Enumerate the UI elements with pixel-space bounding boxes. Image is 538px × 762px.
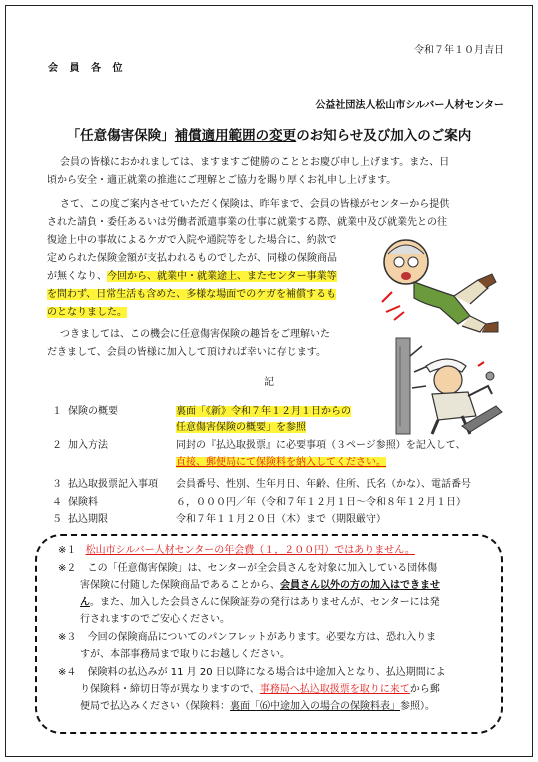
note-text: 参照）。	[400, 701, 435, 712]
note-line	[58, 667, 446, 679]
body-line	[47, 289, 336, 301]
note-mark: ※３	[58, 632, 77, 643]
item-label: 払込期限	[68, 514, 108, 525]
note-line: 行されますのでご安心ください。	[80, 614, 230, 625]
title-part3: のお知らせ及び加入のご案内	[296, 128, 472, 144]
note-text: から郵	[409, 684, 440, 695]
note-line	[80, 684, 440, 696]
note-text: 保険料の払込みが 11 月 20 日以降になる場合は中途加入となり、払込期間によ	[87, 667, 446, 678]
item-number: ５	[52, 514, 62, 525]
red-underlined-text: 事務局へ払込取扱票を取りに来て	[259, 684, 410, 695]
underlined-text: 裏面「⑹中途加入の場合の保険料表」	[230, 701, 400, 712]
item-number: ３	[52, 479, 62, 490]
organization-name: 公益社団法人松山市シルバー人材センター	[315, 100, 504, 111]
note-text: 便局で払込みください（保険料：	[80, 701, 230, 712]
item-number: １	[52, 406, 62, 417]
document-title	[0, 124, 538, 144]
note-line	[80, 597, 440, 609]
note-line	[80, 701, 435, 713]
item-value	[176, 453, 386, 468]
note-line: すが、本部事務局まで取りにお越しください。	[80, 649, 290, 660]
issue-date: 令和７年１０月吉日	[414, 45, 504, 56]
note-text: 害保険に付随した保険商品であることから、	[80, 580, 280, 591]
note-mark: ※２	[58, 563, 77, 574]
title-part1: 「任意傷害保険」	[66, 128, 175, 144]
note-text: この「任意傷害保険」は、センターが全会員さんを対象に加入している団体傷	[87, 563, 438, 574]
body-text: が無くなり、	[47, 271, 107, 282]
bold-underlined-text: ん	[80, 597, 90, 608]
note-text: り保険料・締切日等が異なりますので、	[80, 684, 260, 695]
item-value: 令和７年１１月２０日（木）まで（期限厳守）	[176, 514, 386, 525]
body-line: だきまして、会員の皆様に加入して頂ければ幸いに存じます。	[47, 347, 326, 358]
highlighted-text: 裏面「《新》令和７年１２月１日からの	[176, 406, 351, 417]
item-value: 同封の『払込取扱票』に必要事項（３ページ参照）を記入して、	[176, 440, 466, 451]
item-label: 保険の概要	[68, 406, 118, 417]
highlighted-text: 今回から、就業中・就業途上、またセンター事業等	[107, 271, 337, 282]
highlighted-text: を問わず、日常生活も含めた、多様な場面でのケガを補償するも	[47, 289, 336, 300]
body-line: さて、この度ご案内させていただく保険は、昨年まで、会員の皆様がセンターから提供	[60, 199, 450, 210]
item-number: ４	[52, 497, 62, 508]
note-mark: ※４	[58, 667, 77, 678]
title-part2: 補償適用範囲の変更	[174, 128, 297, 144]
red-underlined-text: 松山市シルバー人材センターの年会費（１，２００円）ではありません。	[85, 545, 415, 556]
highlighted-text: のとなりました。	[47, 307, 127, 318]
body-line: 会員の皆様におかれましては、ますますご健勝のこととお慶び申し上げます。また、日	[60, 157, 450, 168]
note-line	[80, 580, 440, 592]
item-label: 保険料	[68, 497, 98, 508]
item-value: ６，０００円／年（令和７年１２月１日～令和８年１２月１日）	[176, 497, 466, 508]
item-value: 会員番号、性別、生年月日、年齢、住所、氏名（かな）、電話番号	[176, 479, 471, 490]
body-line: された請負・委任あるいは労働者派遣事業の仕事に就業する際、就業中及び就業先との往	[47, 217, 447, 228]
item-label: 加入方法	[68, 440, 108, 451]
item-value	[176, 418, 306, 433]
item-value	[176, 402, 351, 417]
elderly-man-falling-illustration	[374, 232, 500, 336]
note-line	[58, 632, 436, 644]
note-line	[58, 563, 437, 575]
note-line	[58, 545, 415, 557]
body-line: つきましては、この機会に任意傷害保険の趣旨をご理解いた	[60, 329, 330, 340]
bold-underlined-text: 会員さん以外の方の加入はできませ	[280, 580, 440, 591]
body-line	[47, 271, 337, 283]
highlighted-text: 任意傷害保険の概要」を参照	[176, 422, 306, 433]
body-line: 頃から安全・適正就業の推進にご理解とご協力を賜り厚くお礼申し上げます。	[47, 175, 397, 186]
note-text: 。また、加入した会員さんに保険証券の発行はありませんが、センターには発	[90, 597, 440, 608]
recipient: 会 員 各 位	[48, 63, 127, 74]
item-number: ２	[52, 440, 62, 451]
red-highlighted-text: 直接、郵便局にて保険料を納入してください。	[176, 457, 386, 468]
body-line: 定められた保険金額が支払われるものでしたが、同様の保険商品	[47, 253, 337, 264]
body-line	[47, 307, 127, 319]
note-mark: ※１	[58, 545, 77, 556]
note-text: 今回の保険商品についてのパンフレットがあります。必要な方は、恐れ入りま	[87, 632, 437, 643]
body-line: 復途上中の事故によるケガで入院や通院等をした場合に、約款で	[47, 235, 337, 246]
item-label: 払込取扱票記入事項	[68, 479, 158, 490]
ki-heading: 記	[264, 377, 274, 388]
